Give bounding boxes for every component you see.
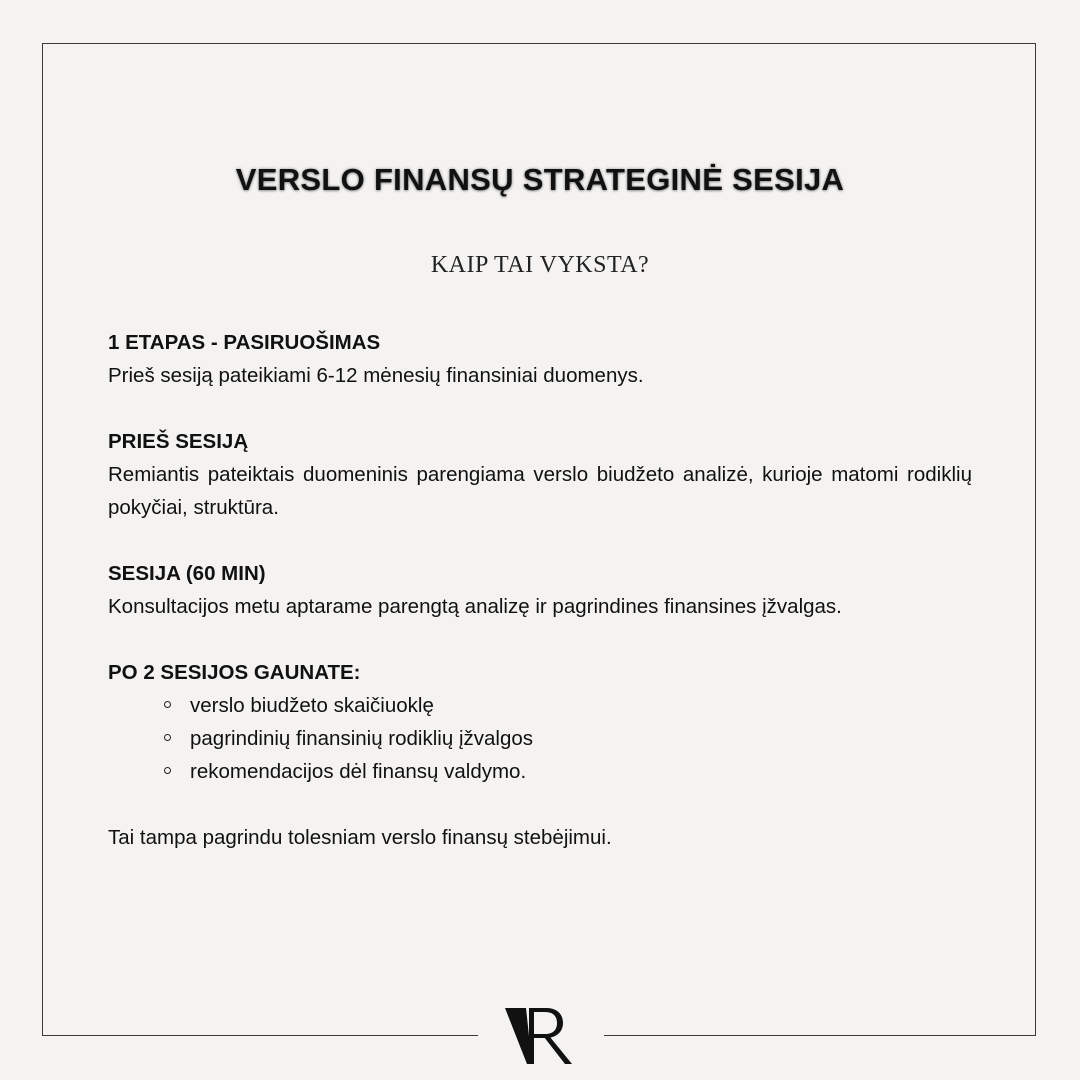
section-preparation	[108, 326, 972, 392]
list-item	[164, 722, 972, 755]
vr-monogram-logo	[500, 1004, 580, 1068]
circle-bullet-icon	[164, 701, 171, 708]
list-item-text: verslo biudžeto skaičiuoklę	[190, 694, 434, 717]
page-title: VERSLO FINANSŲ STRATEGINĖ SESIJA	[235, 162, 845, 197]
circle-bullet-icon	[164, 767, 171, 774]
page-subtitle: KAIP TAI VYKSTA?	[430, 252, 650, 278]
list-item	[164, 689, 972, 722]
list-item-text: rekomendacijos dėl finansų valdymo.	[190, 760, 527, 783]
section-before-session	[108, 425, 972, 524]
deliverables-list	[108, 689, 972, 788]
list-item-text: pagrindinių finansinių rodiklių įžvalgos	[190, 727, 534, 750]
section-heading: PRIEŠ SESIJĄ	[108, 430, 249, 453]
circle-bullet-icon	[164, 734, 171, 741]
section-heading: SESIJA (60 MIN)	[108, 562, 266, 585]
section-heading: 1 ETAPAS - PASIRUOŠIMAS	[108, 331, 381, 354]
section-session	[108, 557, 972, 623]
section-text: Prieš sesiją pateikiami 6-12 mėnesių finansiniai duomenys.	[108, 364, 644, 387]
closing-text: Tai tampa pagrindu tolesniam verslo finansų stebėjimui.	[108, 826, 612, 849]
section-text: Remiantis pateiktais duomeninis parengiama verslo biudžeto analizė, kurioje matomi rodiklių pokyčiai, struktūra.	[108, 463, 972, 519]
main-content	[108, 326, 972, 887]
section-deliverables	[108, 656, 972, 788]
section-text: Konsultacijos metu aptarame parengtą analizę ir pagrindines finansines įžvalgas.	[108, 595, 842, 618]
list-item	[164, 755, 972, 788]
section-closing	[108, 821, 972, 854]
section-heading: PO 2 SESIJOS GAUNATE:	[108, 661, 361, 684]
